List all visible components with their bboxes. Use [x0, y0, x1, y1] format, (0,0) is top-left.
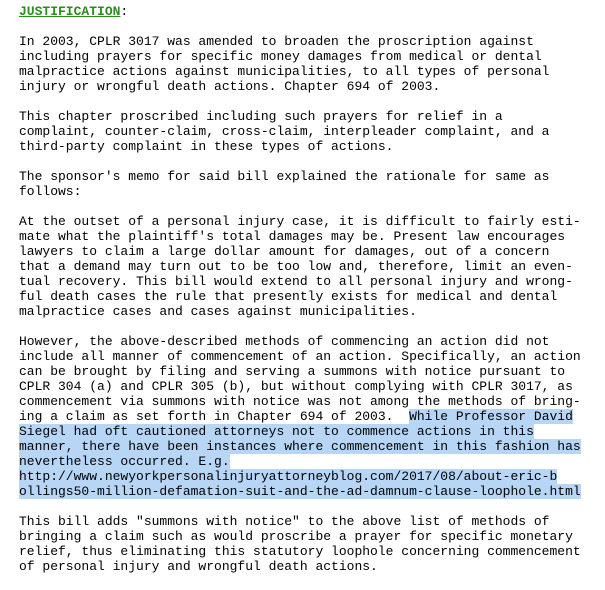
text-line: CPLR 304 (a) and CPLR 305 (b), but without complying with CPLR 3017, as: [19, 379, 573, 394]
text-line: complaint, counter-claim, cross-claim, interpleader complaint, and a: [19, 124, 550, 139]
text-line: ful death cases the rule that presently exists for medical and dental: [19, 289, 558, 304]
heading-colon: :: [120, 4, 129, 19]
text-line: However, the above-described methods of commencing an action did not: [19, 334, 550, 349]
paragraph-amendment: [19, 34, 581, 94]
text-line: can be brought by filing and serving a summons with notice pursuant to: [19, 364, 566, 379]
text-line: [19, 469, 581, 484]
text-line: In 2003, CPLR 3017 was amended to broaden the proscription against: [19, 34, 534, 49]
text-line: tual recovery. This bill would extend to all personal injury and wrong-: [19, 274, 573, 289]
text-line: malpractice cases and cases against municipalities.: [19, 304, 417, 319]
spacer: [19, 94, 581, 109]
spacer: [19, 199, 581, 214]
paragraph-bill-adds: [19, 514, 581, 574]
highlighted-selection[interactable]: Siegel had oft cautioned attorneys not to commence actions in this: [19, 424, 534, 439]
text-line: injury or wrongful death actions. Chapter 694 of 2003.: [19, 79, 441, 94]
paragraph-sponsor-memo: [19, 169, 581, 199]
text-line: third-party complaint in these types of actions.: [19, 139, 394, 154]
highlighted-url[interactable]: http://www.newyorkpersonalinjuryattorneyblog.com/2017/08/about-eric-b: [19, 469, 558, 484]
text-line: [19, 424, 581, 439]
text-line: The sponsor's memo for said bill explained the rationale for same as: [19, 169, 550, 184]
text-line: [19, 439, 581, 454]
highlighted-selection[interactable]: manner, there have been instances where commencement in this fashion has: [19, 439, 581, 454]
highlighted-url[interactable]: ollings50-million-defamation-suit-and-the-ad-damnum-clause-loophole.html: [19, 484, 581, 499]
text-line: mate what the plaintiff's total damages may be. Present law encourages: [19, 229, 566, 244]
highlighted-selection[interactable]: While Professor David: [409, 409, 573, 424]
paragraph-proscribed: [19, 109, 581, 154]
text-line: that a demand may turn out to be too low and, therefore, limit an even-: [19, 259, 573, 274]
text-line: [19, 409, 581, 424]
highlighted-selection[interactable]: nevertheless occurred. E.g.: [19, 454, 230, 469]
paragraph-loophole: [19, 334, 581, 499]
text-line: [19, 454, 581, 469]
text-line: lawyers to claim a large dollar amount for damages, out of a concern: [19, 244, 550, 259]
spacer: [19, 154, 581, 169]
text-line: including prayers for specific money damages from medical or dental: [19, 49, 542, 64]
spacer: [19, 499, 581, 514]
heading-text: JUSTIFICATION: [19, 4, 121, 19]
justification-document: [19, 4, 581, 574]
text-line: [19, 484, 581, 499]
section-heading: [19, 4, 581, 19]
text-line: include all manner of commencement of an action. Specifically, an action: [19, 349, 581, 364]
paragraph-quoted-rationale: [19, 214, 581, 319]
text-line: relief, thus eliminating this statutory loophole concerning commencement: [19, 544, 581, 559]
text-line: This bill adds "summons with notice" to the above list of methods of: [19, 514, 550, 529]
text-line: malpractice actions against municipalities, to all types of personal: [19, 64, 550, 79]
spacer: [19, 319, 581, 334]
text-line: of personal injury and wrongful death actions.: [19, 559, 378, 574]
spacer: [19, 19, 581, 34]
text-line: bringing a claim such as would proscribe a prayer for specific monetary: [19, 529, 573, 544]
text-line: follows:: [19, 184, 82, 199]
text-line: At the outset of a personal injury case, it is difficult to fairly esti-: [19, 214, 581, 229]
text-line: This chapter proscribed including such prayers for relief in a: [19, 109, 503, 124]
text-segment: ing a claim as set forth in Chapter 694 of 2003.: [19, 409, 410, 424]
text-line: commencement via summons with notice was not among the methods of bring-: [19, 394, 581, 409]
